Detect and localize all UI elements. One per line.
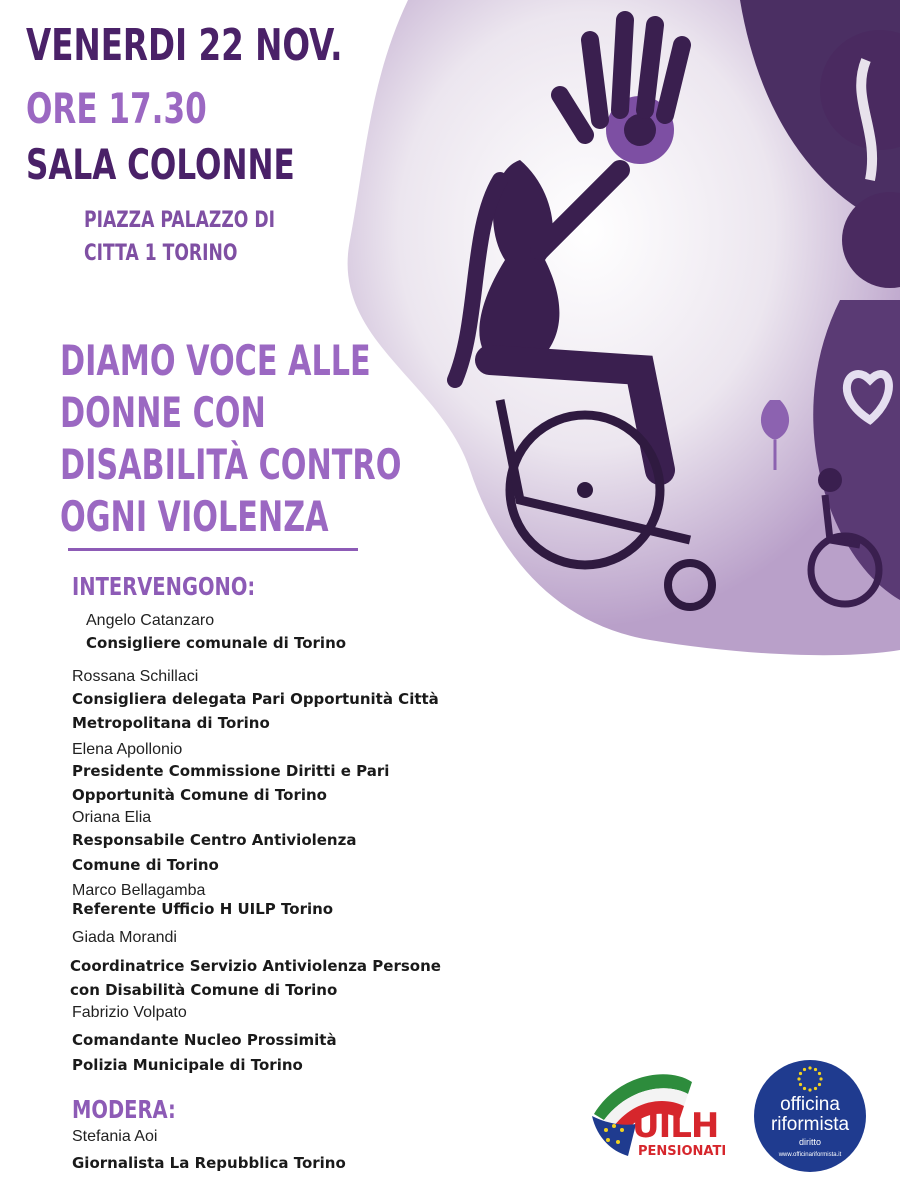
speaker-role: Consigliere comunale di Torino <box>86 634 347 652</box>
uil-logo-text: UILH <box>632 1106 719 1146</box>
slogan-line: DISABILITÀ CONTRO <box>60 440 402 489</box>
moderator-heading: MODERA: <box>72 1095 176 1124</box>
speaker-name: Oriana Elia <box>72 809 152 826</box>
speaker-role: Responsabile Centro Antiviolenza <box>72 831 357 849</box>
officina-riformista-logo <box>754 1060 866 1172</box>
speaker-name: Giada Morandi <box>72 929 177 946</box>
slogan-line: DIAMO VOCE ALLE <box>60 336 371 385</box>
speaker-name: Fabrizio Volpato <box>72 1004 187 1021</box>
officina-line1: officina <box>780 1094 840 1115</box>
speakers-heading: INTERVENGONO: <box>72 572 256 601</box>
slogan-line: DONNE CON <box>60 388 266 437</box>
speaker-role: Comune di Torino <box>72 856 219 874</box>
speaker-role: Opportunità Comune di Torino <box>72 786 327 804</box>
divider <box>68 548 358 551</box>
speaker-name: Marco Bellagamba <box>72 882 206 899</box>
officina-line2: riformista <box>770 1114 850 1135</box>
speaker-name: Elena Apollonio <box>72 741 183 758</box>
officina-url: www.officinariformista.it <box>778 1152 842 1158</box>
event-date: VENERDI 22 NOV. <box>26 20 343 71</box>
speaker-role: Referente Ufficio H UILP Torino <box>72 900 334 918</box>
moderator-name: Stefania Aoi <box>72 1128 158 1145</box>
uil-pensionati-logo <box>588 1064 736 1164</box>
speaker-role: Presidente Commissione Diritti e Pari <box>72 762 390 780</box>
uil-logo-subtext: PENSIONATI <box>638 1144 727 1159</box>
speaker-name: Rossana Schillaci <box>72 668 199 685</box>
address-line-1: PIAZZA PALAZZO DI <box>84 208 275 233</box>
event-time: ORE 17.30 <box>26 84 207 133</box>
speaker-name: Angelo Catanzaro <box>86 612 215 629</box>
speaker-role: Metropolitana di Torino <box>72 714 270 732</box>
event-venue: SALA COLONNE <box>26 140 295 189</box>
illustration-panel <box>330 0 900 660</box>
speaker-role: con Disabilità Comune di Torino <box>70 981 338 999</box>
slogan-line: OGNI VIOLENZA <box>60 492 329 541</box>
speaker-role: Coordinatrice Servizio Antiviolenza Persone <box>70 957 441 975</box>
speaker-role: Comandante Nucleo Prossimità <box>72 1031 337 1049</box>
speaker-role: Consigliera delegata Pari Opportunità Città <box>72 690 439 708</box>
moderator-role: Giornalista La Repubblica Torino <box>72 1154 346 1172</box>
speaker-role: Polizia Municipale di Torino <box>72 1056 303 1074</box>
officina-line3: diritto <box>798 1137 821 1147</box>
address-line-2: CITTA 1 TORINO <box>84 241 238 266</box>
eu-stars-icon <box>795 1064 825 1094</box>
